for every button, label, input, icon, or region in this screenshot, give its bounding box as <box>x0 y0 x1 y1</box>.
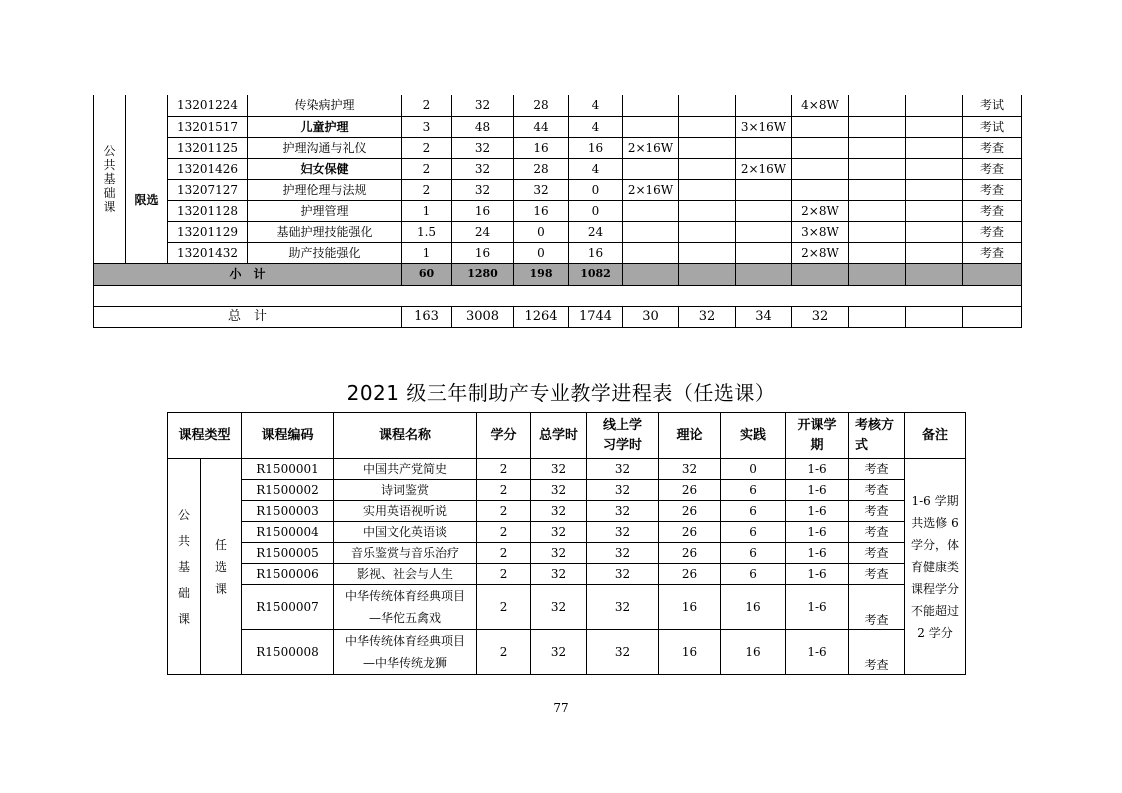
assessment: 考查 <box>849 459 905 480</box>
semester-cell <box>906 158 963 179</box>
semester-cell <box>849 179 906 200</box>
total-hours: 32 <box>531 480 587 501</box>
semester-cell: 2×16W <box>623 179 679 200</box>
theory-hours: 16 <box>514 200 569 221</box>
semester-cell <box>623 242 679 263</box>
header-cell: 学分 <box>477 413 531 459</box>
course-name <box>334 630 477 675</box>
semester-cell: 2×16W <box>736 158 792 179</box>
category-cell <box>94 95 126 263</box>
term: 1-6 <box>786 522 849 543</box>
course-code: R1500003 <box>242 501 334 522</box>
group-label: 限选 <box>126 137 168 263</box>
online-hours: 32 <box>587 543 659 564</box>
assessment: 考查 <box>963 137 1022 158</box>
table-row <box>94 242 1022 263</box>
total-hours: 32 <box>531 501 587 522</box>
assessment: 考查 <box>963 200 1022 221</box>
empty-cell <box>849 263 906 285</box>
theory-hours: 26 <box>659 501 721 522</box>
header-row <box>168 413 966 459</box>
empty-cell <box>963 263 1022 285</box>
semester-cell <box>679 242 736 263</box>
course-code: R1500005 <box>242 543 334 564</box>
credit: 2 <box>477 522 531 543</box>
term: 1-6 <box>786 480 849 501</box>
total-semester: 30 <box>623 306 679 327</box>
vertical-char: 选 <box>215 559 228 574</box>
table-row <box>168 459 966 480</box>
empty-cell <box>906 263 963 285</box>
semester-cell <box>736 221 792 242</box>
total-hours: 16 <box>452 200 514 221</box>
semester-cell <box>679 137 736 158</box>
table-row <box>168 543 966 564</box>
total-hours: 32 <box>531 459 587 480</box>
semester-cell: 2×16W <box>623 137 679 158</box>
course-name: 传染病护理 <box>248 95 402 116</box>
online-hours: 32 <box>587 564 659 585</box>
semester-cell <box>906 242 963 263</box>
semester-cell <box>679 200 736 221</box>
semester-cell <box>792 179 849 200</box>
semester-cell <box>849 158 906 179</box>
semester-cell <box>849 242 906 263</box>
credit: 2 <box>477 501 531 522</box>
course-code: 13201432 <box>168 242 248 263</box>
total-credit: 163 <box>402 306 452 327</box>
course-name: 妇女保健 <box>248 158 402 179</box>
total-hours: 32 <box>531 585 587 630</box>
semester-cell <box>906 200 963 221</box>
credit: 1 <box>402 242 452 263</box>
total-hours: 24 <box>452 221 514 242</box>
page-title: 2021 级三年制助产专业教学进程表（任选课） <box>346 381 776 405</box>
credit: 1.5 <box>402 221 452 242</box>
practice-hours: 24 <box>569 221 623 242</box>
table-row <box>94 116 1022 137</box>
header-cell: 理论 <box>659 413 721 459</box>
total-hours: 32 <box>452 137 514 158</box>
credit: 2 <box>477 459 531 480</box>
practice-hours: 0 <box>721 459 786 480</box>
semester-cell <box>623 95 679 116</box>
semester-cell <box>849 200 906 221</box>
total-semester: 34 <box>736 306 792 327</box>
semester-cell <box>792 158 849 179</box>
optional-course-table-body <box>168 413 966 675</box>
semester-cell <box>906 116 963 137</box>
course-code: 13201426 <box>168 158 248 179</box>
course-name <box>334 585 477 630</box>
credit: 2 <box>477 564 531 585</box>
semester-cell <box>679 179 736 200</box>
header-cell: 线上学习学时 <box>587 413 659 459</box>
vertical-char: 共 <box>103 157 116 172</box>
assessment: 考试 <box>963 116 1022 137</box>
header-cell: 开课学期 <box>786 413 849 459</box>
empty-cell <box>963 306 1022 327</box>
course-name: 基础护理技能强化 <box>248 221 402 242</box>
theory-hours: 26 <box>659 522 721 543</box>
subtotal-row <box>94 263 1022 285</box>
assessment: 考查 <box>849 480 905 501</box>
empty-cell <box>906 306 963 327</box>
course-name: 儿童护理 <box>248 116 402 137</box>
theory-hours: 28 <box>514 158 569 179</box>
total-hours: 32 <box>452 95 514 116</box>
course-name: 中国文化英语谈 <box>334 522 477 543</box>
semester-cell <box>792 137 849 158</box>
course-name: 护理管理 <box>248 200 402 221</box>
course-name: 诗词鉴赏 <box>334 480 477 501</box>
semester-cell <box>736 179 792 200</box>
semester-cell: 3×8W <box>792 221 849 242</box>
practice-hours: 4 <box>569 95 623 116</box>
vertical-char: 任 <box>215 537 228 552</box>
table-row <box>168 564 966 585</box>
theory-hours: 16 <box>659 585 721 630</box>
table-row <box>168 480 966 501</box>
credit: 2 <box>402 179 452 200</box>
online-hours: 32 <box>587 501 659 522</box>
credit: 2 <box>477 585 531 630</box>
subtotal-total: 1280 <box>452 263 514 285</box>
header-cell: 考核方式 <box>849 413 905 459</box>
subtotal-label: 小 计 <box>94 263 402 285</box>
grand-total-row <box>94 306 1022 327</box>
course-code: R1500002 <box>242 480 334 501</box>
term: 1-6 <box>786 630 849 675</box>
vertical-char: 课 <box>103 199 116 214</box>
term: 1-6 <box>786 459 849 480</box>
course-code: R1500008 <box>242 630 334 675</box>
course-code: 13201224 <box>168 95 248 116</box>
subtotal-credit: 60 <box>402 263 452 285</box>
group-label-top <box>126 95 168 137</box>
subtotal-practice: 1082 <box>569 263 623 285</box>
course-code: R1500006 <box>242 564 334 585</box>
online-hours: 32 <box>587 630 659 675</box>
course-name: 中国共产党简史 <box>334 459 477 480</box>
assessment: 考查 <box>849 630 905 675</box>
credit: 2 <box>477 480 531 501</box>
semester-cell: 2×8W <box>792 200 849 221</box>
table-row <box>94 221 1022 242</box>
semester-cell <box>679 221 736 242</box>
course-code: 13207127 <box>168 179 248 200</box>
course-code: R1500001 <box>242 459 334 480</box>
practice-hours: 0 <box>569 179 623 200</box>
semester-cell <box>849 116 906 137</box>
online-hours: 32 <box>587 480 659 501</box>
course-code: R1500004 <box>242 522 334 543</box>
online-hours: 32 <box>587 585 659 630</box>
practice-hours: 0 <box>569 200 623 221</box>
header-cell: 实践 <box>721 413 786 459</box>
header-cell: 课程编码 <box>242 413 334 459</box>
semester-cell <box>623 221 679 242</box>
theory-hours: 0 <box>514 221 569 242</box>
total-hours: 48 <box>452 116 514 137</box>
course-name: 助产技能强化 <box>248 242 402 263</box>
practice-hours: 6 <box>721 501 786 522</box>
term: 1-6 <box>786 564 849 585</box>
credit: 2 <box>402 137 452 158</box>
category-cell: 公共基础课 <box>168 459 201 675</box>
assessment: 考试 <box>963 95 1022 116</box>
theory-hours: 26 <box>659 564 721 585</box>
course-name: 实用英语视听说 <box>334 501 477 522</box>
theory-hours: 0 <box>514 242 569 263</box>
semester-cell <box>623 200 679 221</box>
total-semester: 32 <box>679 306 736 327</box>
semester-cell: 4×8W <box>792 95 849 116</box>
course-name-line: 中华传统体育经典项目 <box>345 634 466 648</box>
semester-cell <box>679 158 736 179</box>
assessment: 考查 <box>963 158 1022 179</box>
table-row <box>168 501 966 522</box>
course-name: 音乐鉴赏与音乐治疗 <box>334 543 477 564</box>
course-code: 13201125 <box>168 137 248 158</box>
term: 1-6 <box>786 543 849 564</box>
semester-cell <box>906 221 963 242</box>
credit: 2 <box>477 543 531 564</box>
table-row <box>168 585 966 630</box>
online-hours: 32 <box>587 522 659 543</box>
table-row <box>94 158 1022 179</box>
assessment: 考查 <box>849 501 905 522</box>
total-hours: 32 <box>531 522 587 543</box>
theory-hours: 32 <box>514 179 569 200</box>
total-hours: 32 <box>531 564 587 585</box>
vertical-char: 础 <box>103 185 116 200</box>
table-row <box>94 137 1022 158</box>
course-code: R1500007 <box>242 585 334 630</box>
assessment: 考查 <box>849 585 905 630</box>
assessment: 考查 <box>849 522 905 543</box>
subtotal-theory: 198 <box>514 263 569 285</box>
assessment: 考查 <box>963 242 1022 263</box>
course-name: 影视、社会与人生 <box>334 564 477 585</box>
course-table-body <box>94 95 1022 327</box>
practice-hours: 6 <box>721 543 786 564</box>
page-number: 77 <box>553 701 569 715</box>
course-code: 13201128 <box>168 200 248 221</box>
total-practice: 1744 <box>569 306 623 327</box>
optional-course-table <box>167 412 966 675</box>
empty-cell <box>736 263 792 285</box>
header-cell: 备注 <box>905 413 966 459</box>
header-cell: 课程名称 <box>334 413 477 459</box>
credit: 3 <box>402 116 452 137</box>
course-name-line: 中华传统体育经典项目 <box>345 589 466 603</box>
credit: 2 <box>402 95 452 116</box>
semester-cell <box>792 116 849 137</box>
theory-hours: 26 <box>659 543 721 564</box>
practice-hours: 16 <box>569 137 623 158</box>
empty-cell <box>849 306 906 327</box>
practice-hours: 16 <box>569 242 623 263</box>
semester-cell <box>736 95 792 116</box>
theory-hours: 26 <box>659 480 721 501</box>
table-row <box>94 200 1022 221</box>
practice-hours: 4 <box>569 116 623 137</box>
total-hours: 32 <box>531 630 587 675</box>
term: 1-6 <box>786 585 849 630</box>
total-hours: 32 <box>531 543 587 564</box>
vertical-char: 基 <box>103 171 116 186</box>
online-hours: 32 <box>587 459 659 480</box>
practice-hours: 16 <box>721 630 786 675</box>
assessment: 考查 <box>963 221 1022 242</box>
practice-hours: 6 <box>721 480 786 501</box>
header-cell: 课程类型 <box>168 413 242 459</box>
course-name: 护理伦理与法规 <box>248 179 402 200</box>
semester-cell <box>906 137 963 158</box>
total-hours: 32 <box>452 158 514 179</box>
vertical-char: 课 <box>215 581 228 596</box>
semester-cell <box>736 242 792 263</box>
course-table-continued <box>93 95 1022 328</box>
table-row <box>168 630 966 675</box>
semester-cell <box>906 95 963 116</box>
credit: 1 <box>402 200 452 221</box>
practice-hours: 6 <box>721 564 786 585</box>
total-theory: 1264 <box>514 306 569 327</box>
course-name: 护理沟通与礼仪 <box>248 137 402 158</box>
semester-cell <box>849 221 906 242</box>
table-row <box>94 179 1022 200</box>
total-hours: 3008 <box>452 306 514 327</box>
course-name-line: —中华传统龙狮 <box>363 656 448 670</box>
semester-cell <box>679 95 736 116</box>
theory-hours: 32 <box>659 459 721 480</box>
theory-hours: 28 <box>514 95 569 116</box>
empty-cell <box>679 263 736 285</box>
subcategory-cell <box>201 459 242 675</box>
total-semester: 32 <box>792 306 849 327</box>
practice-hours: 6 <box>721 522 786 543</box>
practice-hours: 4 <box>569 158 623 179</box>
semester-cell <box>736 137 792 158</box>
semester-cell <box>736 200 792 221</box>
table-row <box>94 95 1022 116</box>
semester-cell <box>849 95 906 116</box>
empty-cell <box>94 285 1022 306</box>
remark-cell: 1-6 学期共选修 6 学分，体育健康类课程学分不能超过 2 学分 <box>905 459 966 675</box>
course-code: 13201129 <box>168 221 248 242</box>
empty-cell <box>623 263 679 285</box>
theory-hours: 16 <box>514 137 569 158</box>
vertical-char: 公 <box>103 143 116 158</box>
total-hours: 32 <box>452 179 514 200</box>
semester-cell: 2×8W <box>792 242 849 263</box>
semester-cell <box>623 116 679 137</box>
theory-hours: 16 <box>659 630 721 675</box>
semester-cell <box>849 137 906 158</box>
credit: 2 <box>477 630 531 675</box>
total-hours: 16 <box>452 242 514 263</box>
table-row <box>168 522 966 543</box>
empty-cell <box>792 263 849 285</box>
credit: 2 <box>402 158 452 179</box>
header-cell: 总学时 <box>531 413 587 459</box>
assessment: 考查 <box>963 179 1022 200</box>
assessment: 考查 <box>849 564 905 585</box>
assessment: 考查 <box>849 543 905 564</box>
blank-row <box>94 285 1022 306</box>
practice-hours: 16 <box>721 585 786 630</box>
semester-cell <box>623 158 679 179</box>
semester-cell: 3×16W <box>736 116 792 137</box>
theory-hours: 44 <box>514 116 569 137</box>
course-code: 13201517 <box>168 116 248 137</box>
term: 1-6 <box>786 501 849 522</box>
course-name-line: —华佗五禽戏 <box>369 611 442 625</box>
semester-cell <box>679 116 736 137</box>
total-label: 总 计 <box>94 306 402 327</box>
semester-cell <box>906 179 963 200</box>
